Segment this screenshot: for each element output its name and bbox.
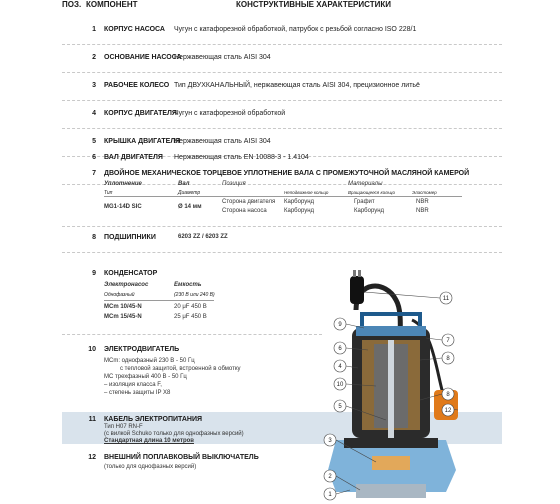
seal-col-materials: Материалы <box>348 181 383 187</box>
row-desc: Чугун с катафорезной обработкой, патрубок с резьбой согласно ISO 228/1 <box>174 26 417 33</box>
seal-sub-rotating: Вращающееся кольцо <box>348 190 395 195</box>
row-number: 1 <box>92 26 96 33</box>
cap-col-cap: Емкость <box>174 282 202 288</box>
seal-title: ДВОЙНОЕ МЕХАНИЧЕСКОЕ ТОРЦЕВОЕ УПЛОТНЕНИЕ ВАЛА С ПРОМЕЖУТОЧНОЙ МАСЛЯНОЙ КАМЕРОЙ <box>104 170 470 177</box>
row-name: ВНЕШНИЙ ПОПЛАВКОВЫЙ ВЫКЛЮЧАТЕЛЬ <box>104 454 259 461</box>
seal-diameter-value: Ø 14 мм <box>178 204 202 210</box>
seal-row1-position: Сторона двигателя <box>222 199 276 205</box>
callout-label: 7 <box>446 338 450 344</box>
callout-label: 2 <box>328 474 332 480</box>
callout-label: 3 <box>328 438 332 444</box>
callout-label: 9 <box>338 322 342 328</box>
row-number: 5 <box>92 138 96 145</box>
row-10-motor <box>62 344 322 408</box>
seal-sub-fixed: Неподвижное кольцо <box>284 190 329 195</box>
seal-col-type: Уплотнение <box>104 181 142 187</box>
row-desc: Чугун с катафорезной обработкой <box>174 110 286 117</box>
seal-row2-rotating: Карборунд <box>354 208 385 214</box>
row-2 <box>62 44 502 73</box>
row-desc: Нержавеющая сталь EN 10088-3 - 1.4104 <box>174 154 309 161</box>
row-number: 6 <box>92 154 96 161</box>
motor-line-3: MC трехфазный 400 В - 50 Гц <box>104 374 187 380</box>
row-number: 10 <box>88 346 96 353</box>
impeller <box>372 456 410 470</box>
seal-row2-position: Сторона насоса <box>222 208 267 214</box>
top-cover <box>356 326 426 336</box>
seal-sub-elastomer: Эластомер <box>412 190 437 195</box>
row-name: ВАЛ ДВИГАТЕЛЯ <box>104 154 163 161</box>
header-pos: ПОЗ. <box>62 0 82 9</box>
row-5 <box>62 128 502 157</box>
cap-row2-value: 25 μF 450 В <box>174 314 207 320</box>
bearings-value: 6203 ZZ / 6203 ZZ <box>178 234 228 240</box>
seal-col-shaft: Вал <box>178 181 190 187</box>
row-desc: Нержавеющая сталь AISI 304 <box>174 138 271 145</box>
header-characteristics: КОНСТРУКТИВНЫЕ ХАРАКТЕРИСТИКИ <box>236 0 391 9</box>
cap-row2-model: MCm 15/45-N <box>104 314 142 320</box>
row-number: 3 <box>92 82 96 89</box>
row-desc: Тип ДВУХКАНАЛЬНЫЙ, нержавеющая сталь AISI 304, прецизионное литьё <box>174 82 420 89</box>
seal-col-shaft-sub: Диаметр <box>178 190 201 196</box>
row-name: КОРПУС НАСОСА <box>104 26 165 33</box>
motor-line-5: – степень защиты IP X8 <box>104 390 171 396</box>
cap-col-pump-sub: Однофазный <box>104 292 135 298</box>
row-number: 8 <box>92 234 96 241</box>
seal-row1-fixed: Карборунд <box>284 199 315 205</box>
seal-row1-elastomer: NBR <box>416 199 429 205</box>
row-name: КОНДЕНСАТОР <box>104 270 158 277</box>
float-line-1: (только для однофазных версий) <box>104 464 197 470</box>
row-8-bearings <box>62 228 502 253</box>
row-4 <box>62 100 502 129</box>
callout-label: 10 <box>336 382 344 388</box>
seal-row2-fixed: Карборунд <box>284 208 315 214</box>
callout-label: 5 <box>338 404 342 410</box>
cable-line-1: Тип H07 RN-F <box>104 424 143 430</box>
table-header <box>62 0 560 12</box>
row-number: 11 <box>88 416 96 423</box>
row-desc: Нержавеющая сталь AISI 304 <box>174 54 271 61</box>
row-name: ЭЛЕКТРОДВИГАТЕЛЬ <box>104 346 180 353</box>
seal-divider <box>104 196 462 197</box>
row-name: РАБОЧЕЕ КОЛЕСО <box>104 82 170 89</box>
cap-row1-model: MCm 10/45-N <box>104 304 142 310</box>
motor-line-4: – изоляция класса F, <box>104 382 162 388</box>
row-number: 2 <box>92 54 96 61</box>
seal-col-type-sub: Тип <box>104 190 113 196</box>
callout-label: 4 <box>338 364 342 370</box>
pump-diagram <box>316 270 516 504</box>
callout-label: 11 <box>442 296 450 302</box>
plug-pin-icon <box>358 270 361 277</box>
motor-line-1: MCm: однофазный 230 В - 50 Гц <box>104 358 195 364</box>
cable-line-2: (с вилкой Schuko только для однофазных версий) <box>104 431 244 437</box>
row-3 <box>62 72 502 101</box>
row-number: 12 <box>88 454 96 461</box>
row-name: КАБЕЛЬ ЭЛЕКТРОПИТАНИЯ <box>104 416 203 423</box>
cap-row1-value: 20 μF 450 В <box>174 304 207 310</box>
seal-row1-rotating: Графит <box>354 199 375 205</box>
row-name: КОРПУС ДВИГАТЕЛЯ <box>104 110 177 117</box>
cable-line-3: Стандартная длина 10 метров <box>104 438 194 444</box>
cap-col-cap-sub: (230 В или 240 В) <box>174 292 215 298</box>
seal-col-position: Позиция <box>222 181 246 187</box>
row-number: 4 <box>92 110 96 117</box>
seal-chamber <box>344 438 438 448</box>
plug-pin-icon <box>353 270 356 277</box>
callout-label: 8 <box>446 356 450 362</box>
callout-label: 6 <box>338 346 342 352</box>
row-number: 7 <box>92 170 96 177</box>
row-number: 9 <box>92 270 96 277</box>
header-component: КОМПОНЕНТ <box>86 0 138 9</box>
row-12-float <box>62 450 322 490</box>
row-1 <box>62 16 502 45</box>
row-name: ОСНОВАНИЕ НАСОСА <box>104 54 182 61</box>
pump-base <box>356 484 426 498</box>
plug-icon <box>350 276 364 304</box>
motor-line-2: с тепловой защитой, встроенной в обмотку <box>120 366 241 372</box>
seal-type-value: MG1-14D SIC <box>104 204 142 210</box>
callout-label: 1 <box>328 492 332 498</box>
row-9-capacitor <box>62 268 322 335</box>
cap-divider <box>104 300 214 301</box>
callout-label: 12 <box>444 408 452 414</box>
seal-row2-elastomer: NBR <box>416 208 429 214</box>
cap-col-pump: Электронасос <box>104 282 149 288</box>
row-7-seal <box>62 164 502 227</box>
row-name: КРЫШКА ДВИГАТЕЛЯ <box>104 138 181 145</box>
callout-label: 8 <box>446 392 450 398</box>
row-name: ПОДШИПНИКИ <box>104 234 156 241</box>
